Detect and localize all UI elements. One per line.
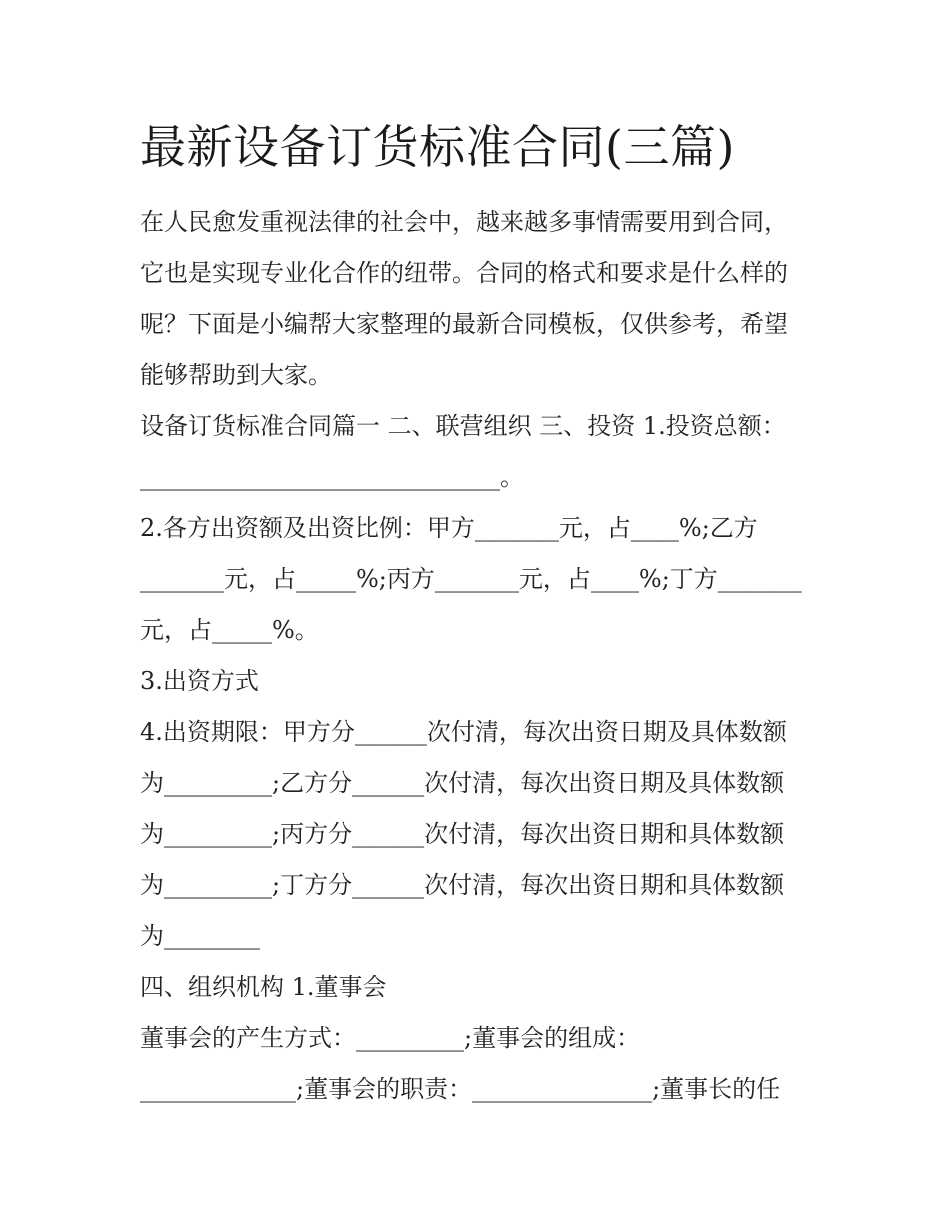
paragraph-line: 为_________;丙方分______次付清，每次出资日期和具体数额: [140, 820, 785, 848]
paragraph-line: _______元，占_____%;丙方_______元，占____%;丁方_______: [140, 565, 802, 593]
paragraph-line: _____________;董事会的职责：_______________;董事长的任: [140, 1075, 781, 1103]
paragraph-line: 为_________;丁方分______次付清，每次出资日期和具体数额: [140, 871, 785, 899]
paragraph-line: 为_________;乙方分______次付清，每次出资日期及具体数额: [140, 769, 785, 797]
paragraph-line: 4.出资期限：甲方分______次付清，每次出资日期及具体数额: [140, 718, 787, 746]
paragraph-line: 3.出资方式: [140, 667, 259, 695]
paragraph-line: 四、组织机构 1.董事会: [140, 973, 387, 1001]
paragraph-line: 董事会的产生方式：_________;董事会的组成：: [140, 1024, 641, 1052]
paragraph-line: 它也是实现专业化合作的纽带。合同的格式和要求是什么样的: [140, 259, 788, 287]
paragraph-line: 设备订货标准合同篇一 二、联营组织 三、投资 1.投资总额：: [140, 412, 786, 440]
paragraph-line: 2.各方出资额及出资比例：甲方_______元，占____%;乙方: [140, 514, 758, 542]
paragraph-line: ______________________________。: [140, 463, 524, 491]
paragraph-line: 在人民愈发重视法律的社会中，越来越多事情需要用到合同，: [140, 208, 788, 236]
paragraph-line: 能够帮助到大家。: [140, 361, 332, 389]
paragraph-line: 呢？下面是小编帮大家整理的最新合同模板，仅供参考，希望: [140, 310, 788, 338]
paragraph-line: 元，占_____%。: [140, 616, 319, 644]
paragraph-line: 为________: [140, 922, 260, 950]
document-title: 最新设备订货标准合同(三篇): [140, 120, 735, 174]
